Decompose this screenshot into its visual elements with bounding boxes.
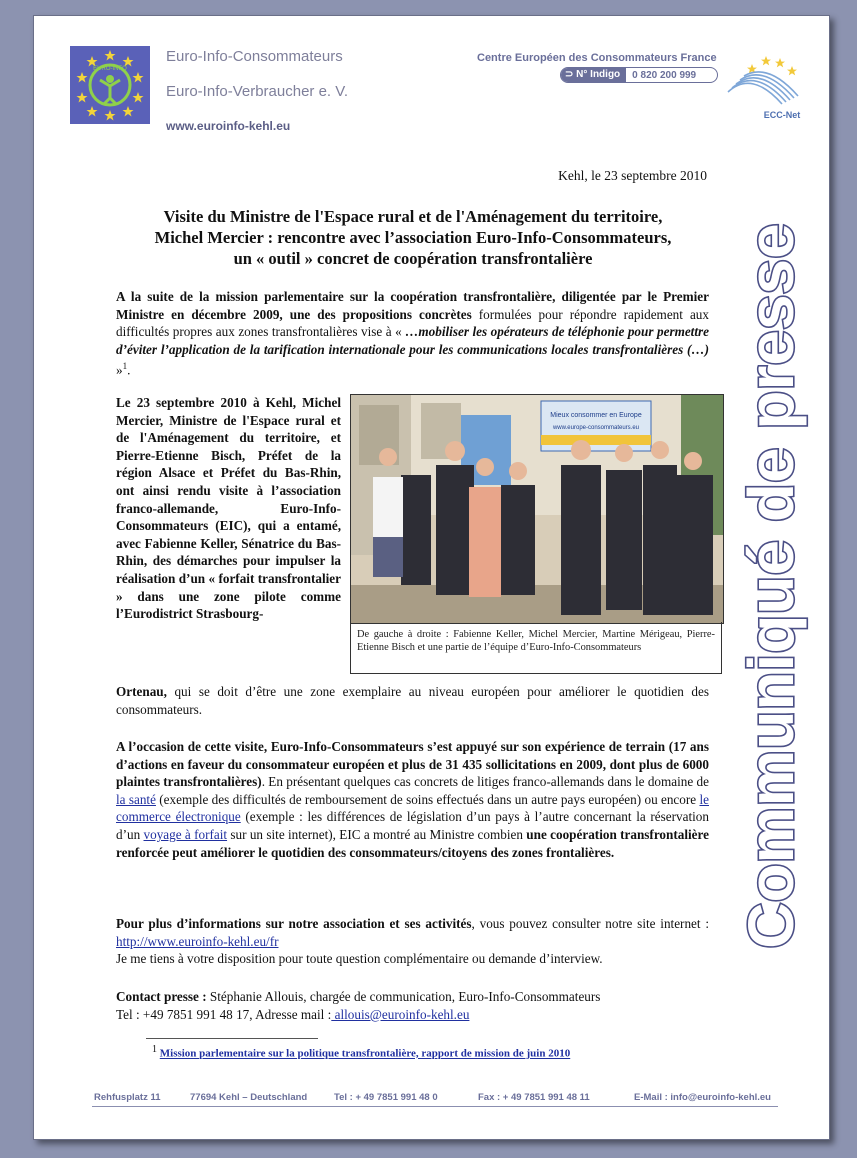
page-footer (92, 1092, 778, 1107)
footnote: $^1$ Mission parlementaire sur la politique transfrontalière, rapport de mission de juin 2010 (152, 1044, 571, 1060)
title-line-2: Michel Mercier : rencontre avec l’association Euro-Info-Consommateurs, (154, 228, 672, 247)
logo-text: EURO-INFO (93, 66, 127, 72)
link-la-sante[interactable]: la santé (116, 791, 156, 807)
ecc-net-logo (722, 52, 806, 124)
footnote-separator (146, 1038, 318, 1039)
cec-name: Centre Européen des Consommateurs France (477, 52, 717, 64)
footer-tel: Tel : + 49 7851 991 48 0 (334, 1092, 438, 1103)
vertical-title: Communiqué de presse (734, 223, 807, 949)
title-line-1: Visite du Ministre de l'Espace rural et de l'Aménagement du territoire, (163, 207, 663, 226)
org-website-link[interactable]: www.euroinfo-kehl.eu (166, 119, 291, 133)
ecc-logo-text: ECC-Net (763, 110, 801, 120)
euro-info-logo (70, 46, 150, 124)
paragraph-contact: Contact presse : Stéphanie Allouis, chargée de communication, Euro-Info-Consommateurs Tel : +49 7851 991 48 17, Adresse mail : allouis@euroinfo-kehl.eu (116, 989, 601, 1022)
website-link[interactable]: http://www.euroinfo-kehl.eu/fr (116, 933, 279, 949)
footnote-ref[interactable]: 1 (122, 361, 128, 372)
footer-city: 77694 Kehl – Deutschland (190, 1092, 308, 1103)
footnote-link[interactable]: Mission parlementaire sur la politique transfrontalière, rapport de mission de juin 2010 (159, 1047, 571, 1060)
link-voyage-a-forfait[interactable]: voyage à forfait (143, 826, 228, 842)
org-name-de: Euro-Info-Verbraucher e. V. (166, 83, 349, 100)
document-page (33, 15, 830, 1140)
indigo-label: ⊃ N° Indigo (561, 68, 626, 82)
paragraph-intro: A la suite de la mission parlementaire sur la coopération transfrontalière, diligentée par le Premier Ministre en décembre 2009, une des propositions concrètes formulées pour répondre rapidement aux difficultés propres aux zones transfrontalières vise à « …mobiliser les opérateurs de téléphonie pour permettre d’éviter l’application de la tarification internationale pour les communications locales transfrontalières (…) »$^1$. (116, 289, 709, 378)
photo-caption: De gauche à droite : Fabienne Keller, Michel Mercier, Martine Mérigeau, Pierre-Etienne Bisch et une partie de l’équipe d’Euro-Info-Consommateurs (350, 622, 722, 674)
paragraph-experience: A l’occasion de cette visite, Euro-Info-Consommateurs s’est appuyé sur son expérience de terrain (17 ans d’actions en faveur du consommateur européen et plus de 31 435 sollicitations en 2009, dont plus de 6000 plaintes transfrontalières). En présentant quelques cas concrets de litiges franco-allemands dans le domaine de la santé (exemple des difficultés de remboursement de soins effectués dans un autre pays européen) ou encore le commerce électronique (exemple : les différences de législation d’un pays à l’autre concernant la réservation d’un voyage à forfait sur un site internet), EIC a montré au Ministre combien une coopération transfrontalière renforcée peut améliorer le quotidien des consommateurs/citoyens des zones frontalières. (116, 739, 709, 860)
indigo-number: 0 820 200 999 (632, 69, 697, 81)
press-release-date: Kehl, le 23 septembre 2010 (558, 168, 707, 183)
paragraph-more-info: Pour plus d’informations sur notre association et ses activités, vous pouvez consulter notre site internet : http://www.euroinfo-kehl.eu/fr Je me tiens à votre disposition pour toute question complémentaire ou demande d’interview. (116, 916, 710, 967)
contact-email-link[interactable]: allouis@euroinfo-kehl.eu (331, 1006, 470, 1022)
paragraph-visit-continued: Ortenau, qui se doit d’être une zone exemplaire au niveau européen pour améliorer le quotidien des consommateurs. (116, 684, 709, 717)
link-commerce-electronique[interactable]: le commerce électronique (116, 791, 709, 825)
org-name-fr: Euro-Info-Consommateurs (166, 48, 343, 65)
vertical-title-container (720, 216, 832, 956)
phone-arrow-icon: ⊃ (565, 69, 577, 80)
footer-fax: Fax : + 49 7851 991 48 11 (478, 1092, 590, 1103)
group-photo (350, 394, 724, 624)
photo-banner-text: Mieux consommer en Europe (550, 412, 642, 419)
press-release-title (116, 206, 710, 269)
photo-banner-url: www.europe-consommateurs.eu (552, 425, 640, 431)
footer-street: Rehfusplatz 11 (94, 1092, 161, 1103)
title-line-3: un « outil » concret de coopération transfrontalière (233, 249, 593, 268)
indigo-number-badge (560, 67, 718, 83)
footer-email: E-Mail : info@euroinfo-kehl.eu (634, 1092, 771, 1103)
paragraph-visit: Le 23 septembre 2010 à Kehl, Michel Mercier, Ministre de l'Espace rural et de l'Aménagement du territoire, et Pierre-Etienne Bisch, Préfet de la région Alsace et Préfet du Bas-Rhin, ont ainsi rendu visite à l’association franco-allemande, Euro-Info-Consommateurs (EIC), qui a entamé, avec Fabienne Keller, Sénatrice du Bas-Rhin, des démarches pour impulser la réalisation d’un « forfait transfrontalier » dans une zone pilote comme l’Eurodistrict Strasbourg- (116, 395, 341, 622)
